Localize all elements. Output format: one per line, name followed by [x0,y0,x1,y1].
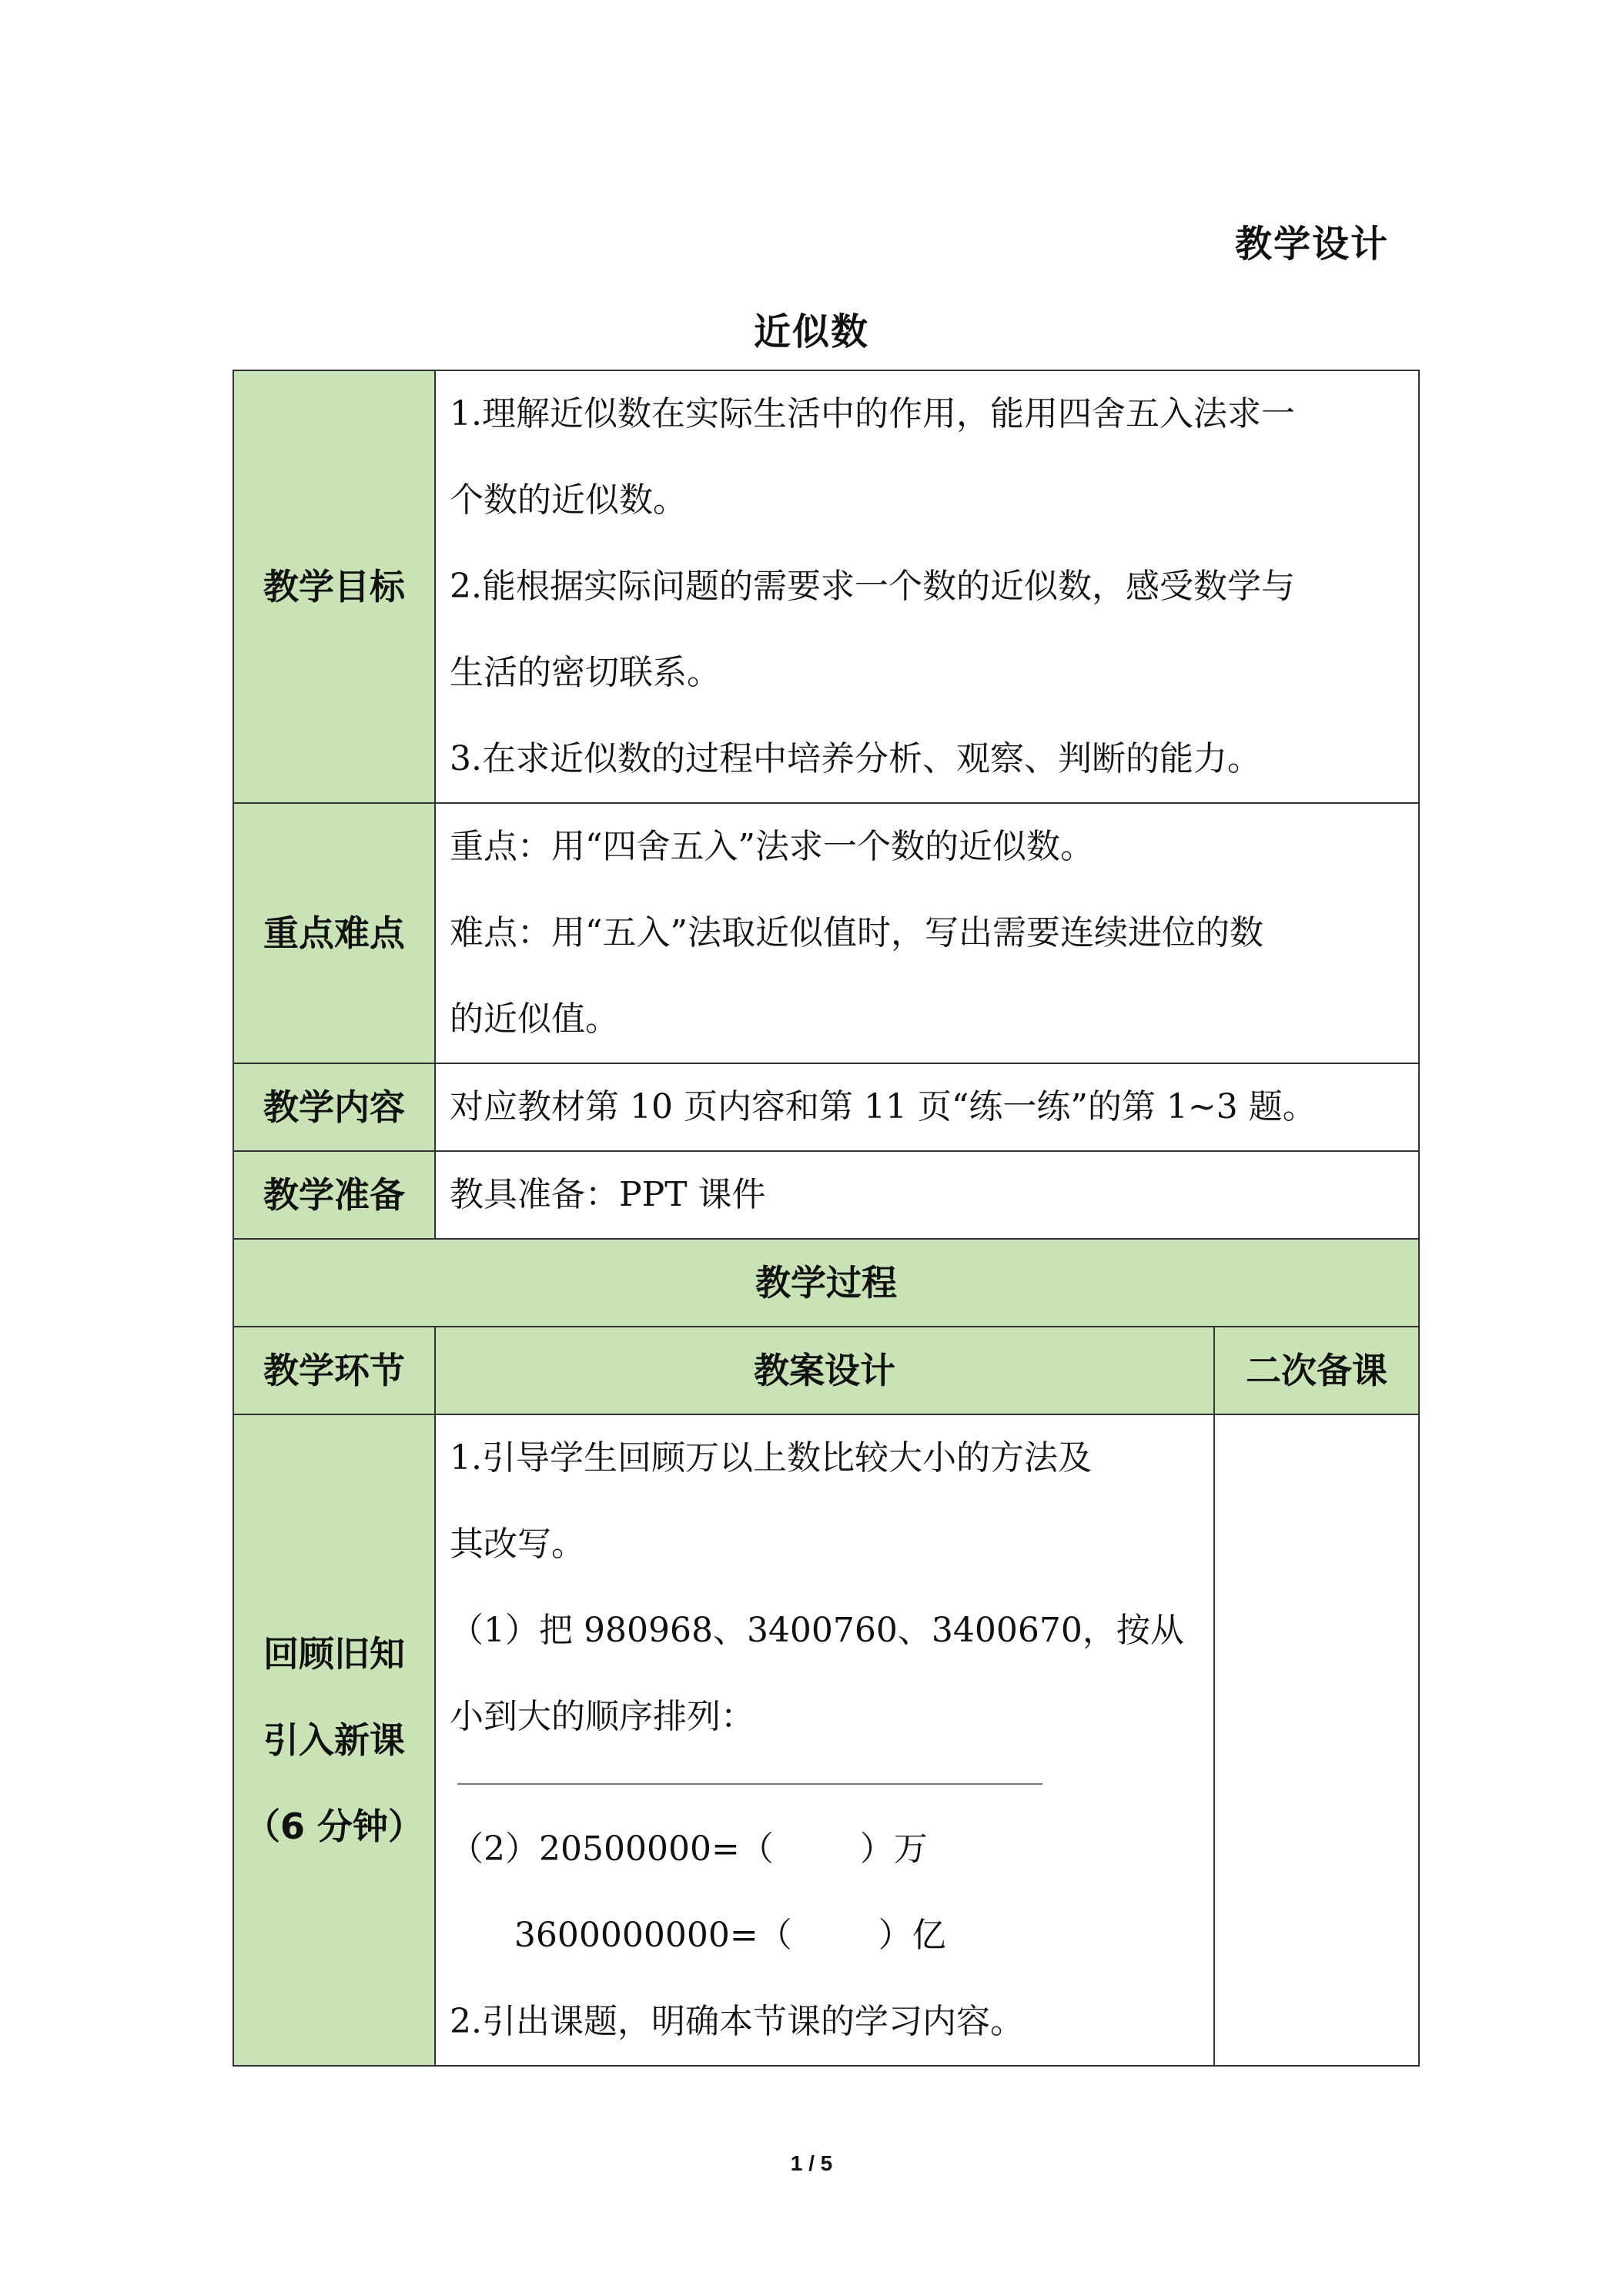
stage-design [435,1414,1214,2066]
key-points-label: 重点难点 [233,803,435,1063]
design-line: 3600000000=（ ）亿 [450,1916,946,1955]
preparation-row [233,1151,1419,1239]
objectives-label: 教学目标 [233,370,435,803]
design-line: （1）把 980968、3400760、3400670，按从 [450,1611,1184,1650]
objectives-row [233,370,1419,803]
column-header-design: 教案设计 [435,1327,1214,1414]
objective-line: 2.能根据实际问题的需要求一个数的近似数，感受数学与 [450,567,1295,606]
content-text: 对应教材第 10 页内容和第 11 页“练一练”的第 1~3 题。 [435,1063,1419,1151]
key-point-line: 的近似值。 [450,999,619,1039]
process-header: 教学过程 [233,1239,1419,1327]
column-header-row [233,1327,1419,1414]
page-number: 1 / 5 [790,2151,833,2175]
content-label: 教学内容 [233,1063,435,1151]
lesson-plan-table [233,370,1420,2067]
design-line: 1.引导学生回顾万以上数比较大小的方法及 [450,1438,1092,1478]
second-prep-cell [1214,1414,1419,2066]
stage-row [233,1414,1419,2066]
preparation-text: 教具准备：PPT 课件 [435,1151,1419,1239]
stage-label: 回顾旧知 引入新课 （6 分钟） [233,1414,435,2066]
content-row [233,1063,1419,1151]
preparation-label: 教学准备 [233,1151,435,1239]
objective-line: 3.在求近似数的过程中培养分析、观察、判断的能力。 [450,739,1261,778]
key-point-line: 重点：用“四舍五入”法求一个数的近似数。 [450,827,1094,866]
design-line: 其改写。 [450,1525,585,1564]
objective-line: 生活的密切联系。 [450,653,721,692]
process-header-row [233,1239,1419,1327]
design-line: （2）20500000=（ ）万 [450,1829,928,1869]
key-points-row [233,803,1419,1063]
objectives-content [435,370,1419,803]
design-line: 2.引出课题，明确本节课的学习内容。 [450,2002,1024,2041]
objective-line: 个数的近似数。 [450,480,687,520]
column-header-second-prep: 二次备课 [1214,1327,1419,1414]
design-line: 小到大的顺序排列： [450,1697,755,1736]
key-points-content [435,803,1419,1063]
key-point-line: 难点：用“五入”法取近似值时，写出需要连续进位的数 [450,913,1263,952]
document-type: 教学设计 [1234,223,1389,266]
lesson-title: 近似数 [753,310,869,353]
answer-blank-line [450,1760,1200,1806]
objective-line: 1.理解近似数在实际生活中的作用，能用四舍五入法求一 [450,394,1295,433]
column-header-stage: 教学环节 [233,1327,435,1414]
